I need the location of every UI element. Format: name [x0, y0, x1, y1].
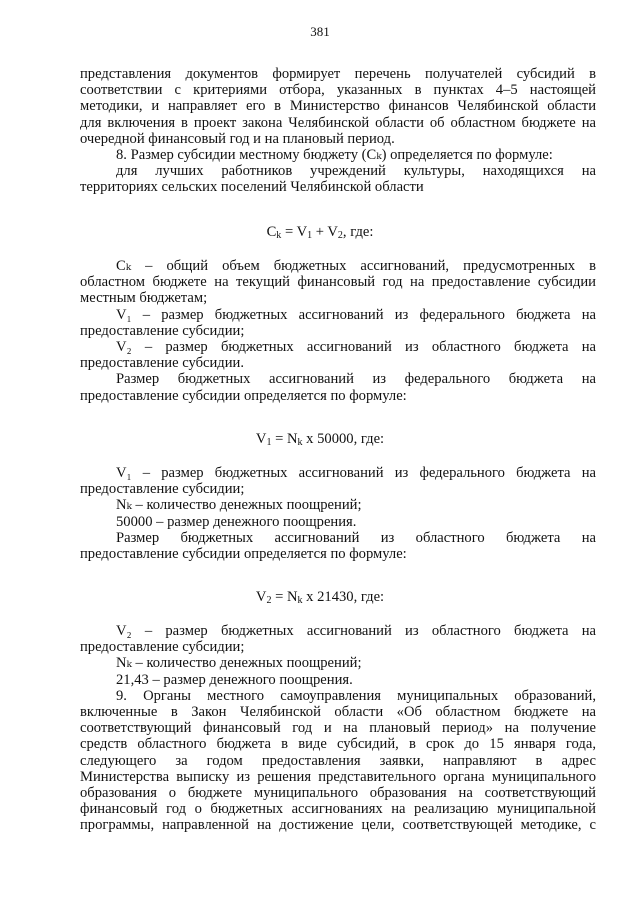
formula-mid: + V [312, 224, 338, 240]
text-line: для включения в проект закона Челябинской области об областном бюджете на [80, 114, 596, 131]
text-line: для лучших работников учреждений культуры, находящихся на [116, 163, 596, 180]
text-line: предоставление субсидии определяется по формуле: [80, 545, 407, 562]
text-line: областном бюджете на текущий финансовый год на предоставление субсидии [80, 274, 596, 291]
formula-lhs: V [255, 589, 267, 605]
text-line: соответствующий финансовый год и на плановый период» на получение [80, 720, 596, 737]
formula-rhs: = V [284, 224, 308, 240]
text-line: Размер бюджетных ассигнований из федерального бюджета на [116, 371, 596, 388]
formula-lhs: V [255, 431, 267, 447]
text-line: программы, направленной на достижение цели, соответствующей методике, с [80, 817, 596, 834]
formula-subscript: k [297, 595, 303, 606]
text-line: предоставление субсидии; [80, 322, 245, 339]
text-line: очередной финансовый год и на плановый период. [80, 130, 395, 147]
formula-v2 [0, 589, 640, 605]
text-line: Размер бюджетных ассигнований из областного бюджета на [116, 529, 596, 546]
text-line: Министерства выписку из решения представительного органа муниципального [80, 768, 596, 785]
text-line: предоставление субсидии; [80, 481, 245, 498]
formula-v1 [0, 431, 640, 447]
text-line: предоставление субсидии. [80, 355, 244, 372]
text-line: включенные в Закон Челябинской области «Об областном бюджете на [80, 703, 596, 720]
text-line: следующего за годом предоставления заявки, направляют в адрес [80, 752, 596, 769]
formula-tail: , где: [342, 224, 374, 240]
text-line: 50000 – размер денежного поощрения. [116, 513, 357, 530]
text-line: средств областного бюджета в виде субсидий, в срок до 15 января года, [80, 736, 596, 753]
formula-rhs: = N [275, 589, 298, 605]
text-line: территориях сельских поселений Челябинской области [80, 179, 424, 196]
formula-lhs-subscript: k [276, 230, 282, 241]
text-line: Nₖ – количество денежных поощрений; [116, 655, 362, 672]
text-line: представления документов формирует перечень получателей субсидий в [80, 66, 596, 82]
formula-mid: x 21430, где: [302, 589, 385, 605]
page-number: 381 [310, 24, 330, 39]
text-line: местным бюджетам; [80, 290, 208, 307]
formula-subscript: 2 [337, 230, 343, 241]
formula-mid: x 50000, где: [302, 431, 385, 447]
formula-lhs: C [266, 224, 277, 240]
formula-lhs-subscript: 2 [266, 595, 272, 606]
text-line: образования о бюджете муниципального образования на соответствующий [80, 784, 596, 801]
text-block [80, 258, 596, 404]
formula-rhs: = N [275, 431, 298, 447]
text-line: V₂ – размер бюджетных ассигнований из областного бюджета на [116, 623, 596, 639]
formula-subscript: k [297, 437, 303, 448]
text-line: V₁ – размер бюджетных ассигнований из федерального бюджета на [116, 306, 596, 323]
text-block [80, 465, 596, 562]
formula-lhs-subscript: 1 [266, 437, 272, 448]
text-line: финансовый год о бюджетных ассигнованиях на реализацию муниципальной [80, 801, 596, 818]
text-block [80, 66, 596, 196]
text-line: Cₖ – общий объем бюджетных ассигнований, предусмотренных в [116, 258, 596, 274]
formula-subscript: 1 [307, 230, 313, 241]
text-line: Nₖ – количество денежных поощрений; [116, 497, 362, 514]
text-line: методики, и направляет его в Министерство финансов Челябинской области [80, 98, 596, 115]
text-line: V₁ – размер бюджетных ассигнований из федерального бюджета на [116, 465, 596, 481]
text-line: предоставление субсидии; [80, 639, 245, 656]
text-line: V₂ – размер бюджетных ассигнований из областного бюджета на [116, 338, 596, 355]
text-line: предоставление субсидии определяется по формуле: [80, 387, 407, 404]
text-line: соответствии с критериями отбора, указанных в пунктах 4–5 настоящей [80, 82, 596, 99]
text-block [80, 623, 596, 833]
text-line: 9. Органы местного самоуправления муниципальных образований, [116, 687, 596, 704]
text-line: 8. Размер субсидии местному бюджету (Cₖ) определяется по формуле: [116, 146, 553, 163]
text-line: 21,43 – размер денежного поощрения. [116, 671, 353, 688]
formula-ck [0, 224, 640, 240]
